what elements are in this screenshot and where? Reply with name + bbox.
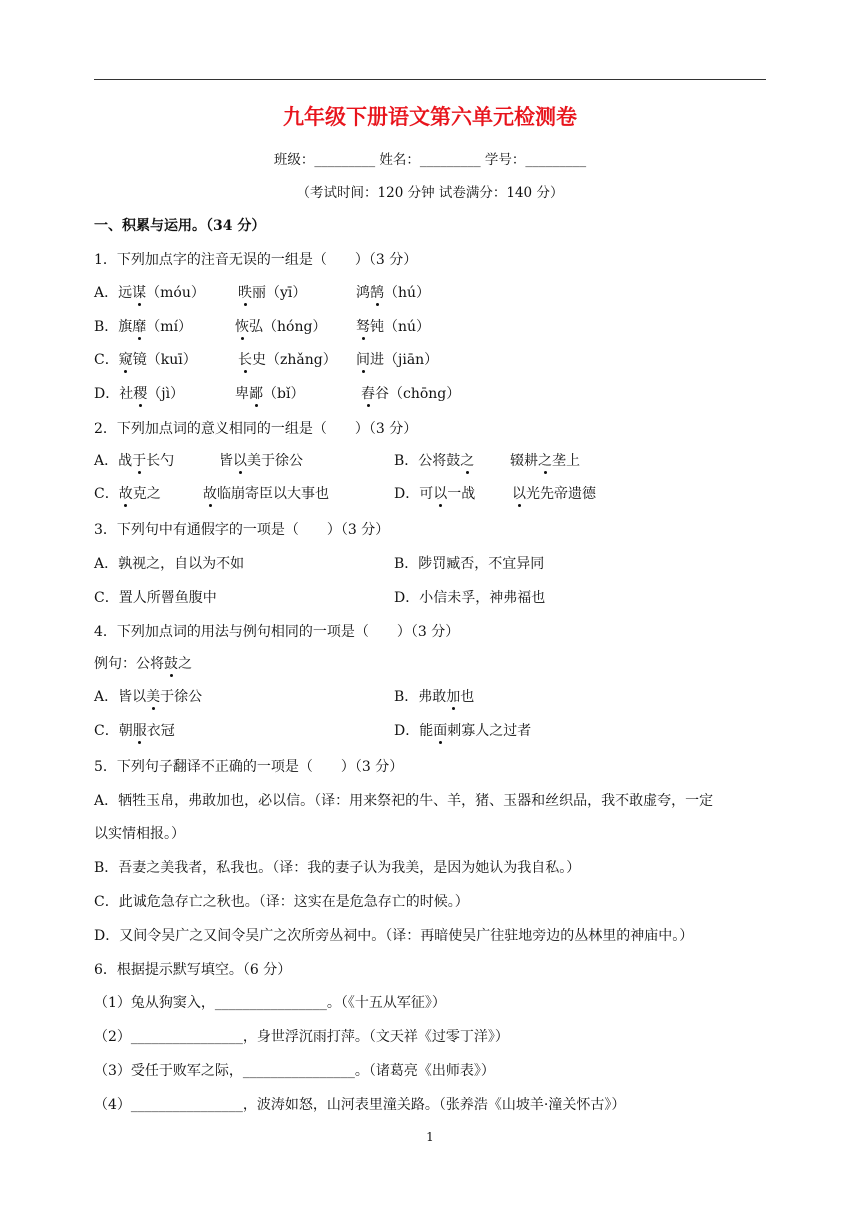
q4-option-b: B．弗敢加也 xyxy=(394,686,474,706)
q2-option-a-2: 皆以美于徐公 xyxy=(219,450,303,470)
question-5-stem: 5．下列句子翻译不正确的一项是（ ）（3 分） xyxy=(94,759,404,775)
q2-option-c-1: C．故克之 xyxy=(94,483,161,503)
q2-option-b-1: B．公将鼓之 xyxy=(394,450,474,470)
q1-option-d: D．社稷（jì） xyxy=(94,383,184,403)
q1-option-c: C．窥镜（kuī） xyxy=(94,349,197,369)
q2-option-a-1: A．战于长勺 xyxy=(94,450,174,470)
q5-option-c: C．此诚危急存亡之秋也。（译：这实在是危急存亡的时候。） xyxy=(94,894,469,910)
question-2-stem: 2．下列加点词的意义相同的一组是（ ）（3 分） xyxy=(94,421,418,437)
exam-info: （考试时间：120 分钟 试卷满分：140 分） xyxy=(296,185,564,201)
question-4-stem: 4．下列加点词的用法与例句相同的一项是（ ）（3 分） xyxy=(94,624,460,640)
q3-option-d: D．小信未孚，神弗福也 xyxy=(394,590,546,606)
q4-option-c: C．朝服衣冠 xyxy=(94,720,175,740)
q4-option-a: A．皆以美于徐公 xyxy=(94,686,202,706)
q2-option-c-2: 故临崩寄臣以大事也 xyxy=(203,483,329,503)
section-heading: 一、积累与运用。（34 分） xyxy=(94,218,266,234)
q3-option-c: C．置人所罾鱼腹中 xyxy=(94,590,217,606)
q4-option-d: D．能面刺寡人之过者 xyxy=(394,720,531,740)
question-3-stem: 3．下列句中有通假字的一项是（ ）（3 分） xyxy=(94,522,390,538)
q5-option-a: A．牺牲玉帛，弗敢加也，必以信。（译：用来祭祀的牛、羊，猪、玉器和丝织品，我不敢虚夸，一定 xyxy=(94,793,714,809)
student-info-line: 班级：_________ 姓名：_________ 学号：_________ xyxy=(273,152,587,168)
question-6-stem: 6．根据提示默写填空。（6 分） xyxy=(94,962,292,978)
q6-blank-4: （4）________________，波涛如怒，山河表里潼关路。（张养浩《山坡羊·潼关怀古》） xyxy=(94,1097,626,1113)
q5-option-d: D．又间令吴广之又间令吴广之次所旁丛祠中。（译：再暗使吴广往驻地旁边的丛林里的神庙中。） xyxy=(94,928,694,944)
q1-option-a-2: 昳丽（yī） xyxy=(238,282,306,302)
q5-option-b: B．吾妻之美我者，私我也。（译：我的妻子认为我美，是因为她认为我自私。） xyxy=(94,860,581,876)
page-number: 1 xyxy=(426,1130,434,1144)
q1-option-c-2: 长史（zhǎng） xyxy=(238,349,337,369)
q2-option-d-1: D．可以一战 xyxy=(394,483,475,503)
header-rule xyxy=(94,79,766,80)
q1-option-a-3: 鸿鹄（hú） xyxy=(356,282,430,302)
q1-option-b-3: 驽钝（nú） xyxy=(356,316,430,336)
q6-blank-1: （1）兔从狗窦入，________________。（《十五从军征》） xyxy=(94,995,446,1011)
q1-option-a: A．远谋（móu） xyxy=(94,282,205,302)
q1-option-b: B．旗靡（mí） xyxy=(94,316,192,336)
q5-option-a-cont: 以实情相报。） xyxy=(94,826,185,842)
q4-example: 例句：公将鼓之 xyxy=(94,653,192,673)
q1-option-d-2: 卑鄙（bǐ） xyxy=(235,383,304,403)
q1-option-b-2: 恢弘（hóng） xyxy=(235,316,326,336)
q1-option-c-3: 间进（jiān） xyxy=(356,349,438,369)
q1-option-d-3: 舂谷（chōng） xyxy=(361,383,460,403)
question-1-stem: 1．下列加点字的注音无误的一组是（ ）（3 分） xyxy=(94,252,418,268)
q2-option-b-2: 辍耕之垄上 xyxy=(510,450,580,470)
q2-option-d-2: 以光先帝遗德 xyxy=(512,483,596,503)
q3-option-b: B．陟罚臧否，不宜异同 xyxy=(394,556,545,572)
q6-blank-3: （3）受任于败军之际，________________。（诸葛亮《出师表》） xyxy=(94,1063,495,1079)
page-title: 九年级下册语文第六单元检测卷 xyxy=(283,105,577,129)
q6-blank-2: （2）________________，身世浮沉雨打萍。（文天祥《过零丁洋》） xyxy=(94,1029,509,1045)
q3-option-a: A．孰视之，自以为不如 xyxy=(94,556,245,572)
